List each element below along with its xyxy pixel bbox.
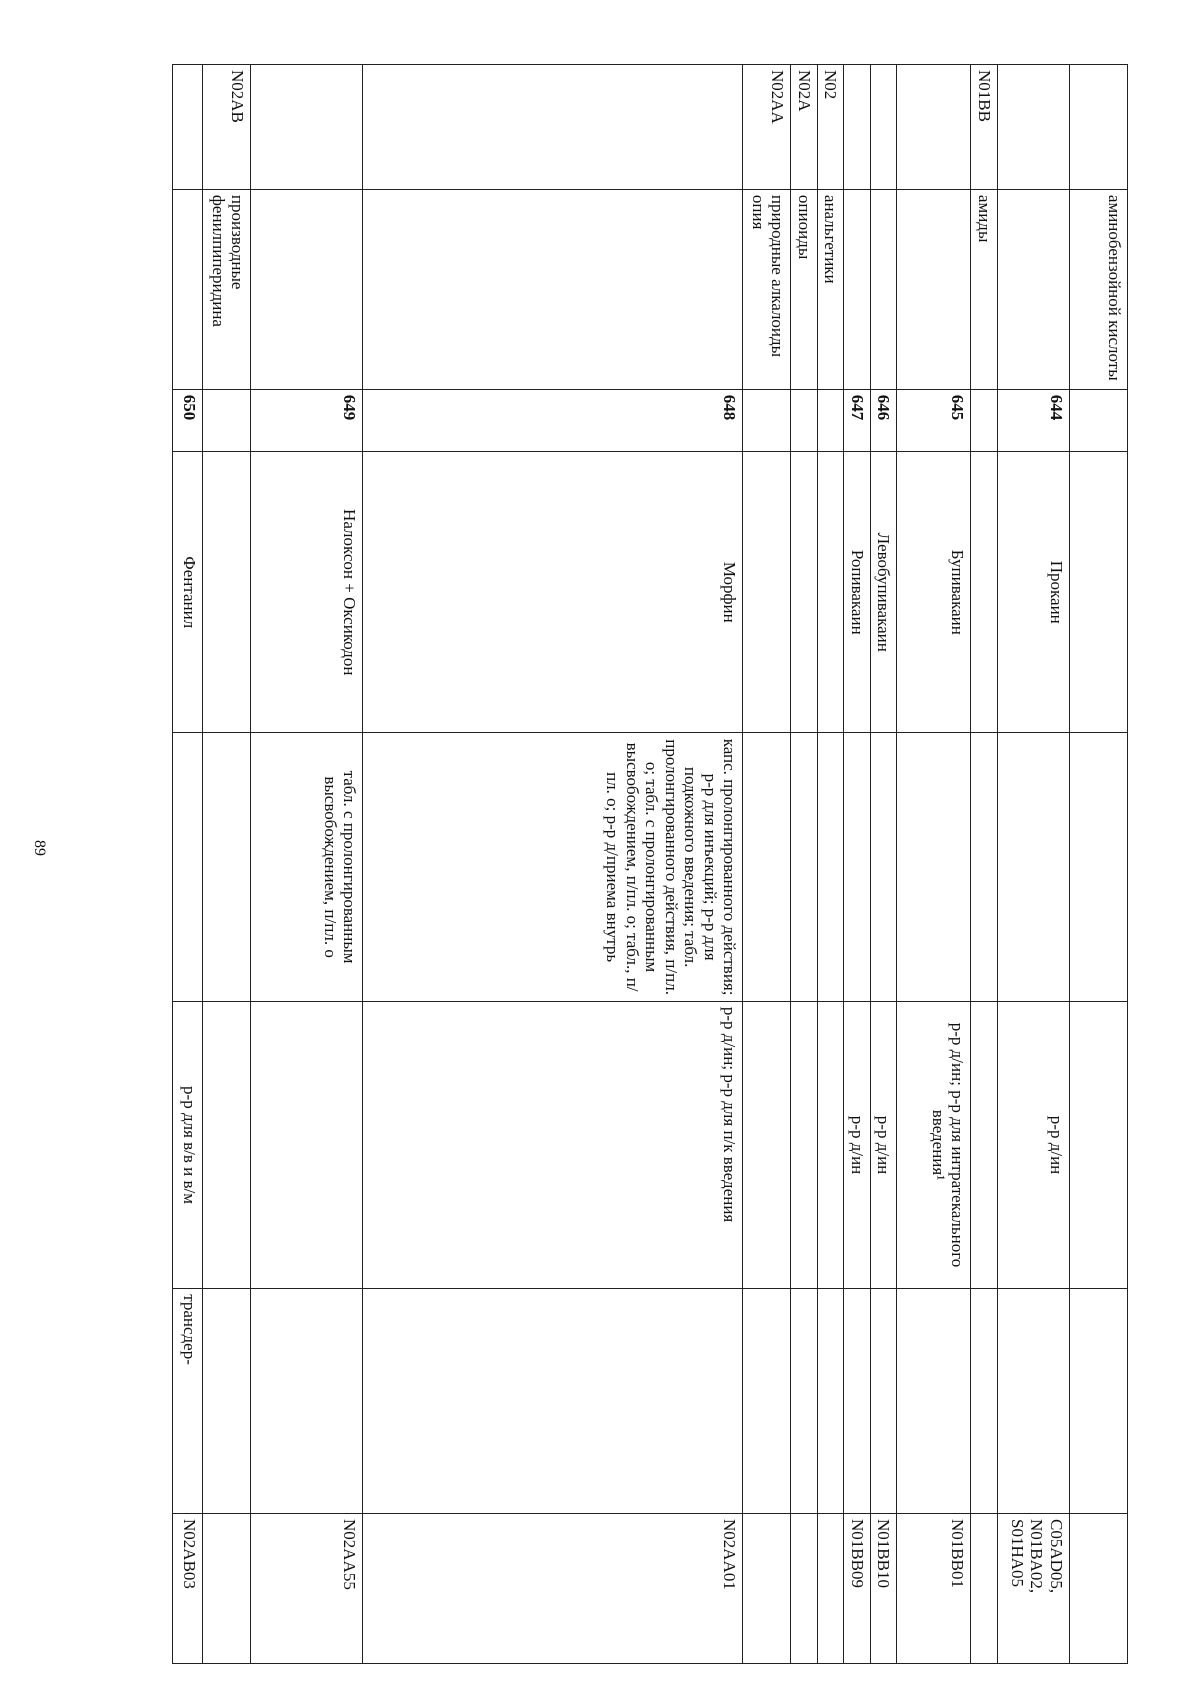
- atc-full-code: N01BB10: [870, 1514, 897, 1664]
- group-name: опиоиды: [791, 189, 818, 389]
- drug-name: [203, 452, 251, 733]
- table-row: [251, 65, 363, 1664]
- dosage-form-1: [1070, 733, 1128, 1002]
- atc-code: [363, 65, 743, 190]
- item-number: [1070, 389, 1128, 451]
- page-number: 89: [31, 840, 48, 856]
- dosage-form-3: [251, 1289, 363, 1514]
- atc-code: N02AB: [203, 65, 251, 190]
- dosage-form-2: [743, 1001, 791, 1288]
- atc-full-code: [791, 1514, 818, 1664]
- drug-name: [743, 452, 791, 733]
- drug-name: Налоксон + Оксикодон: [251, 452, 363, 733]
- group-name: [251, 189, 363, 389]
- atc-code: N02AA: [743, 65, 791, 190]
- atc-full-code: N02AB03: [173, 1514, 203, 1664]
- group-name: анальгетики: [817, 189, 844, 389]
- item-number: 645: [897, 389, 971, 451]
- dosage-form-3: [791, 1289, 818, 1514]
- atc-code: [1070, 65, 1128, 190]
- atc-full-code: N01BB01: [897, 1514, 971, 1664]
- drug-name: [1070, 452, 1128, 733]
- dosage-form-3: [971, 1289, 998, 1514]
- atc-code: [173, 65, 203, 190]
- dosage-form-1: капс. пролонгированного действия; р-р для инъекций; р-р для подкожного введения; табл. пролонгированного действия, п/пл. о; табл. с пролонгированным высвобождением, п/пл. о; табл., п/пл. о; р-р д/приема внутрь: [363, 733, 743, 1002]
- dosage-form-2: р-р д/ин: [998, 1001, 1070, 1288]
- group-name: производные фенилпиперидина: [203, 189, 251, 389]
- drug-name: Прокаин: [998, 452, 1070, 733]
- drug-name: Левобупивакаин: [870, 452, 897, 733]
- item-number: 649: [251, 389, 363, 451]
- dosage-form-2: [791, 1001, 818, 1288]
- atc-full-code: [1070, 1514, 1128, 1664]
- dosage-form-2: р-р д/ин; р-р для интратекального введения¹: [897, 1001, 971, 1288]
- drug-name: Ропивакаин: [844, 452, 871, 733]
- item-number: [817, 389, 844, 451]
- atc-code: N02: [817, 65, 844, 190]
- table-row: [870, 65, 897, 1664]
- table-row: [203, 65, 251, 1664]
- table-row: [998, 65, 1070, 1664]
- dosage-form-1: [743, 733, 791, 1002]
- dosage-form-1: [870, 733, 897, 1002]
- group-name: [173, 189, 203, 389]
- group-name: аминобензойной кислоты: [1070, 189, 1128, 389]
- table-row: [817, 65, 844, 1664]
- table-row: [743, 65, 791, 1664]
- item-number: [791, 389, 818, 451]
- dosage-form-3: [363, 1289, 743, 1514]
- rotated-table-container: [83, 64, 1128, 1664]
- table-body: [173, 65, 1128, 1664]
- drug-name: [791, 452, 818, 733]
- item-number: 648: [363, 389, 743, 451]
- dosage-form-1: [998, 733, 1070, 1002]
- dosage-form-3: трансдер-: [173, 1289, 203, 1514]
- group-name: [897, 189, 971, 389]
- group-name: [363, 189, 743, 389]
- dosage-form-1: [844, 733, 871, 1002]
- drug-table: [172, 64, 1128, 1664]
- dosage-form-2: [1070, 1001, 1128, 1288]
- drug-name: [817, 452, 844, 733]
- drug-name: Морфин: [363, 452, 743, 733]
- atc-full-code: [971, 1514, 998, 1664]
- dosage-form-1: [173, 733, 203, 1002]
- dosage-form-3: [870, 1289, 897, 1514]
- group-name: [870, 189, 897, 389]
- dosage-form-3: [998, 1289, 1070, 1514]
- dosage-form-3: [897, 1289, 971, 1514]
- atc-code: N01BB: [971, 65, 998, 190]
- dosage-form-3: [743, 1289, 791, 1514]
- dosage-form-3: [817, 1289, 844, 1514]
- table-row: [897, 65, 971, 1664]
- atc-code: [998, 65, 1070, 190]
- item-number: 647: [844, 389, 871, 451]
- atc-full-code: [817, 1514, 844, 1664]
- dosage-form-1: [791, 733, 818, 1002]
- item-number: [203, 389, 251, 451]
- dosage-form-1: [971, 733, 998, 1002]
- atc-code: [251, 65, 363, 190]
- dosage-form-2: [971, 1001, 998, 1288]
- table-row: [1070, 65, 1128, 1664]
- item-number: [971, 389, 998, 451]
- dosage-form-2: [203, 1001, 251, 1288]
- dosage-form-1: [203, 733, 251, 1002]
- dosage-form-2: р-р для в/в и в/м: [173, 1001, 203, 1288]
- table-row: [971, 65, 998, 1664]
- dosage-form-1: табл. с пролонгированным высвобождением, п/пл. о: [251, 733, 363, 1002]
- item-number: 650: [173, 389, 203, 451]
- table-row: [844, 65, 871, 1664]
- item-number: [743, 389, 791, 451]
- atc-full-code: C05AD05, N01BA02, S01HA05: [998, 1514, 1070, 1664]
- group-name: [844, 189, 871, 389]
- atc-code: N02A: [791, 65, 818, 190]
- dosage-form-2: р-р д/ин; р-р для п/к введения: [363, 1001, 743, 1288]
- table-row: [791, 65, 818, 1664]
- drug-name: [971, 452, 998, 733]
- item-number: 644: [998, 389, 1070, 451]
- dosage-form-3: [203, 1289, 251, 1514]
- dosage-form-2: [817, 1001, 844, 1288]
- atc-code: [870, 65, 897, 190]
- table-row: [173, 65, 203, 1664]
- atc-full-code: [743, 1514, 791, 1664]
- dosage-form-1: [897, 733, 971, 1002]
- atc-code: [897, 65, 971, 190]
- atc-code: [844, 65, 871, 190]
- group-name: амиды: [971, 189, 998, 389]
- dosage-form-2: [251, 1001, 363, 1288]
- atc-full-code: N01BB09: [844, 1514, 871, 1664]
- drug-name: Бупивакаин: [897, 452, 971, 733]
- group-name: природные алкалоиды опия: [743, 189, 791, 389]
- table-row: [363, 65, 743, 1664]
- item-number: 646: [870, 389, 897, 451]
- atc-full-code: N02AA55: [251, 1514, 363, 1664]
- dosage-form-3: [1070, 1289, 1128, 1514]
- atc-full-code: [203, 1514, 251, 1664]
- group-name: [998, 189, 1070, 389]
- drug-name: Фентанил: [173, 452, 203, 733]
- dosage-form-2: р-р д/ин: [870, 1001, 897, 1288]
- atc-full-code: N02AA01: [363, 1514, 743, 1664]
- dosage-form-1: [817, 733, 844, 1002]
- dosage-form-2: р-р д/ин: [844, 1001, 871, 1288]
- dosage-form-3: [844, 1289, 871, 1514]
